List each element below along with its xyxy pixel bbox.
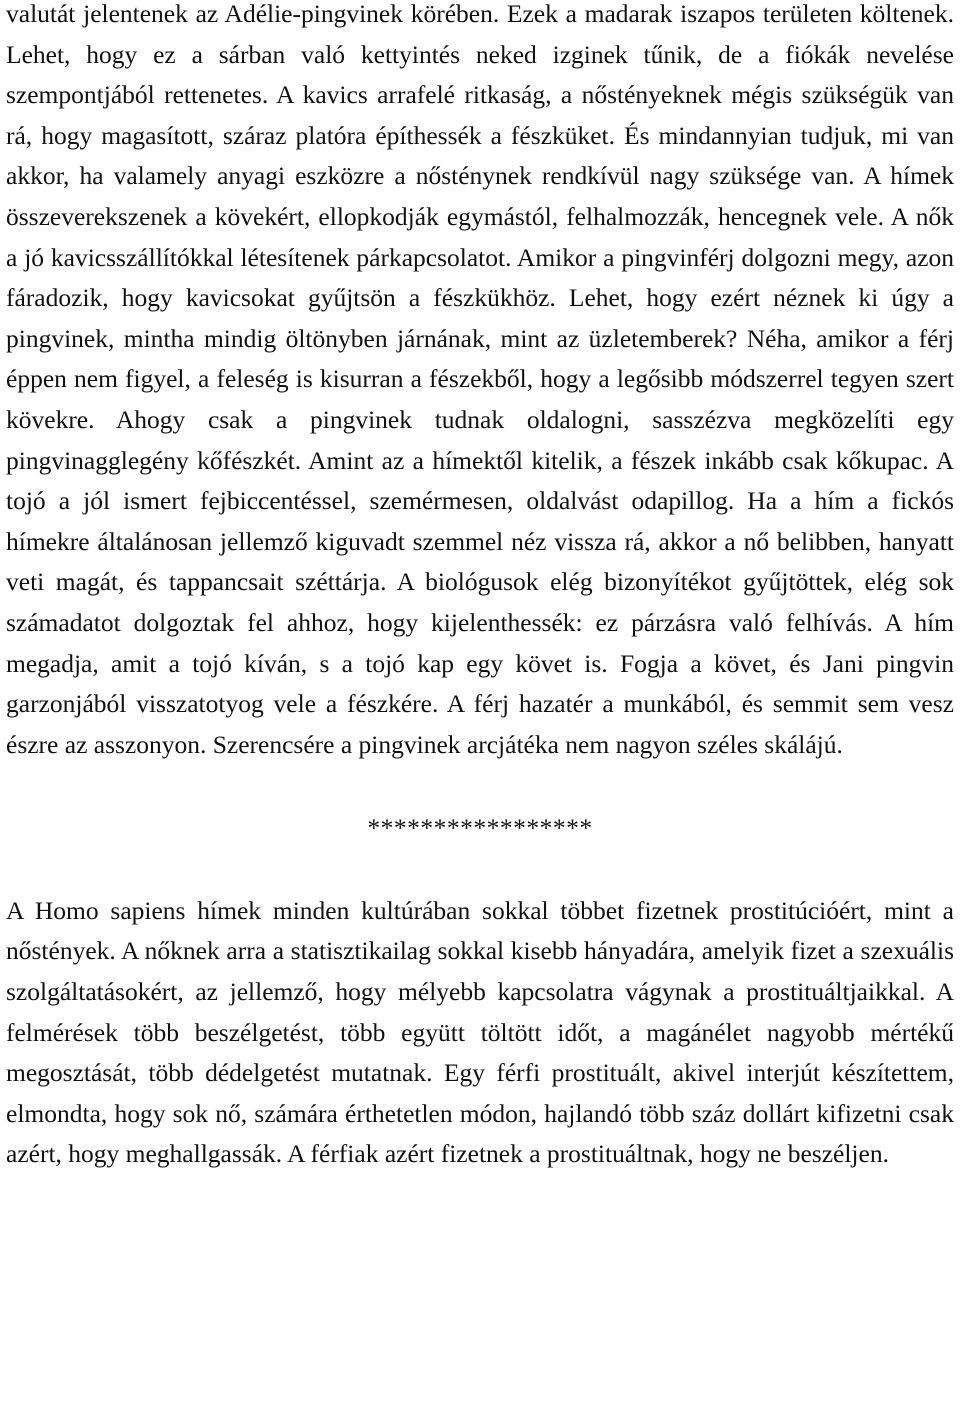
body-paragraph-penguins: valutát jelentenek az Adélie-pingvinek körében. Ezek a madarak iszapos területen költenek. Lehet, hogy ez a sárban való kettyintés neked izginek tűnik, de a fiókák nevelése szempontjából rettenetes. A kavics arrafelé ritkaság, a nőstényeknek mégis szükségük van rá, hogy magasított, száraz platóra építhessék a fészküket. És mindannyian tudjuk, mi van akkor, ha valamely anyagi eszközre a nősténynek rendkívül nagy szüksége van. A hímek összeverekszenek a kövekért, ellopkodják egymástól, felhalmozzák, hencegnek vele. A nők a jó kavicsszállítókkal létesítenek párkapcsolatot. Amikor a pingvinférj dolgozni megy, azon fáradozik, hogy kavicsokat gyűjtsön a fészkükhöz. Lehet, hogy ezért néznek ki úgy a pingvinek, mintha mindig öltönyben járnának, mint az üzletemberek? Néha, amikor a férj éppen nem figyel, a feleség is kisurran a fészekből, hogy a legősibb módszerrel tegyen szert kövekre. Ahogy csak a pingvinek tudnak oldalogni, sasszézva megközelíti egy pingvinagglegény kőfészkét. Amint az a hímektől kitelik, a fészek inkább csak kőkupac. A tojó a jól ismert fejbiccentéssel, szemérmesen, oldalvást odapillog. Ha a hím a fickós hímekre általánosan jellemző kiguvadt szemmel néz vissza rá, akkor a nő belibben, hanyatt veti magát, és tappancsait széttárja. A biológusok elég bizonyítékot gyűjtöttek, elég sok számadatot dolgoztak fel ahhoz, hogy kijelenthessék: ez párzásra való felhívás. A hím megadja, amit a tojó kíván, s a tojó kap egy követ is. Fogja a követ, és Jani pingvin garzonjából visszatotyog vele a fészkére. A férj hazatér a munkából, és semmit sem vesz észre az asszonyon. Szerencsére a pingvinek arcjátéka nem nagyon széles skálájú. <box>6 0 954 759</box>
body-paragraph-homo-sapiens: A Homo sapiens hímek minden kultúrában sokkal többet fizetnek prostitúcióért, mint a nőstények. A nőknek arra a statisztikailag sokkal kisebb hányadára, amelyik fizet a szexuális szolgáltatásokért, az jellemző, hogy mélyebb kapcsolatra vágynak a prostituáltjaikkal. A felmérések több beszélgetést, több együtt töltött időt, a magánélet nagyobb mértékű megosztását, több dédelgetést mutatnak. Egy férfi prostituált, akivel interjút készítettem, elmondta, hogy sok nő, számára érthetetlen módon, hajlandó több száz dollárt kifizetni csak azért, hogy meghallgassák. A férfiak azért fizetnek a prostituáltnak, hogy ne beszéljen. <box>6 895 954 1169</box>
document-page <box>6 0 954 1175</box>
section-separator: ***************** <box>367 813 593 843</box>
